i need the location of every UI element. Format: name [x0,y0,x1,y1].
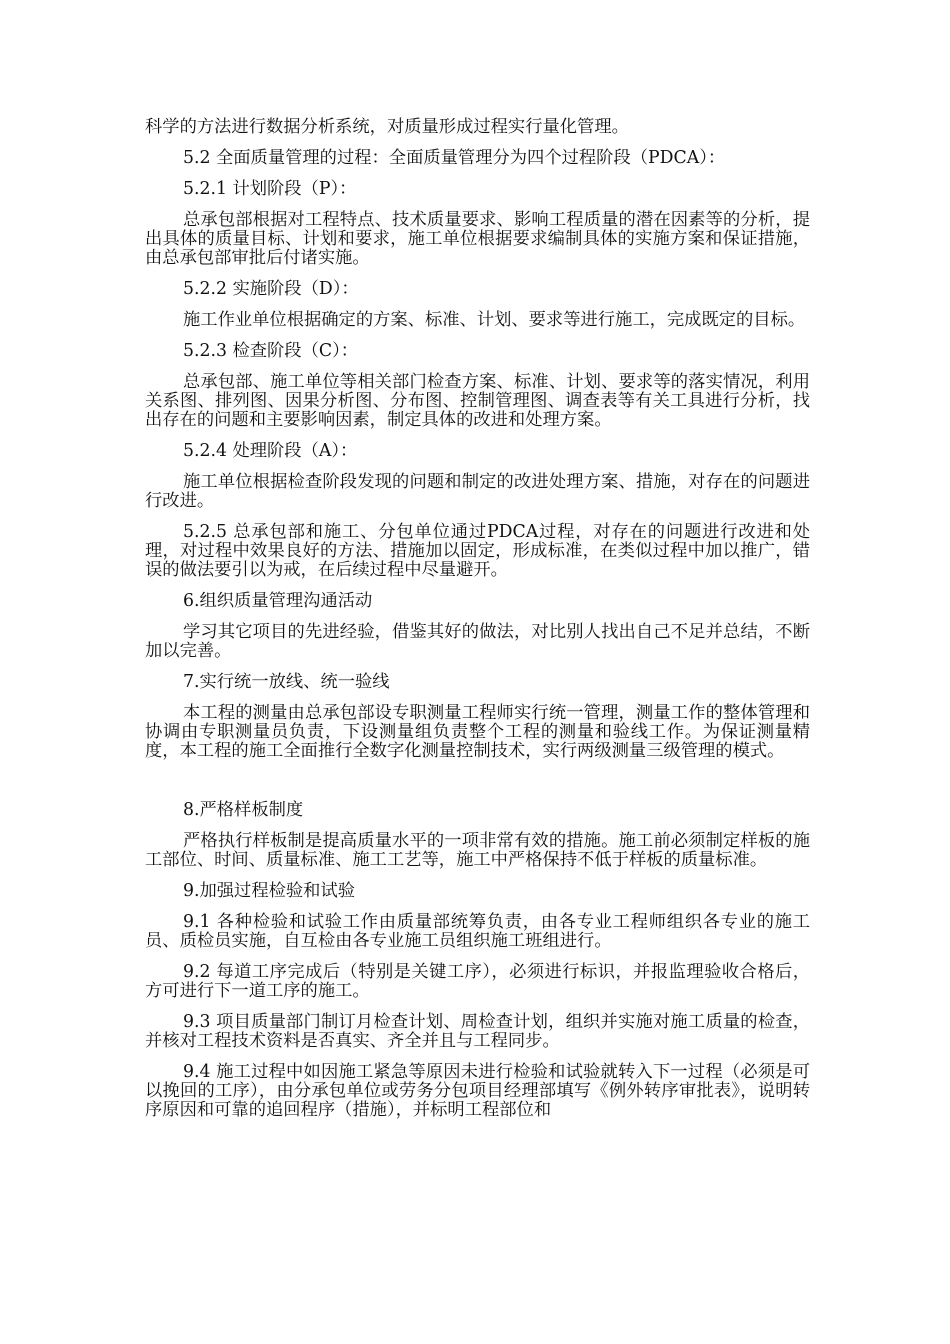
paragraph: 施工作业单位根据确定的方案、标准、计划、要求等进行施工，完成既定的目标。 [183,310,806,330]
paragraph: 9.3 项目质量部门制订月检查计划、周检查计划，组织并实施对施工质量的检查，并核对工程技术资料是否真实、齐全并且与工程同步。 [145,1012,810,1051]
paragraph: 施工单位根据检查阶段发现的问题和制定的改进处理方案、措施，对存在的问题进行改进。 [145,472,810,511]
paragraph: 总承包部根据对工程特点、技术质量要求、影响工程质量的潜在因素等的分析，提出具体的质量目标、计划和要求，施工单位根据要求编制具体的实施方案和保证措施，由总承包部审批后付诸实施。 [145,210,810,268]
section-heading: 5.2.2 实施阶段（D）： [183,279,359,299]
section-heading: 7.实行统一放线、统一验线 [183,672,390,692]
paragraph: 9.2 每道工序完成后（特别是关键工序），必须进行标识，并报监理验收合格后，方可进行下一道工序的施工。 [145,962,810,1001]
section-heading: 5.2.3 检查阶段（C）： [183,341,359,361]
paragraph: 学习其它项目的先进经验，借鉴其好的做法，对比别人找出自己不足并总结，不断加以完善。 [145,622,810,661]
section-heading: 5.2 全面质量管理的过程：全面质量管理分为四个过程阶段（PDCA）： [183,148,726,168]
paragraph: 总承包部、施工单位等相关部门检查方案、标准、计划、要求等的落实情况，利用关系图、排列图、因果分析图、分布图、控制管理图、调查表等有关工具进行分析，找出存在的问题和主要影响因素，制定具体的改进和处理方案。 [145,372,810,430]
paragraph: 5.2.5 总承包部和施工、分包单位通过PDCA过程，对存在的问题进行改进和处理，对过程中效果良好的方法、措施加以固定，形成标准，在类似过程中加以推广，错误的做法要引以为戒，在后续过程中尽量避开。 [145,522,810,580]
paragraph: 本工程的测量由总承包部设专职测量工程师实行统一管理，测量工作的整体管理和协调由专职测量员负责，下设测量组负责整个工程的测量和验线工作。为保证测量精度，本工程的施工全面推行全数字化测量控制技术，实行两级测量三级管理的模式。 [145,703,810,761]
paragraph: 9.1 各种检验和试验工作由质量部统筹负责，由各专业工程师组织各专业的施工员、质检员实施，自互检由各专业施工员组织施工班组进行。 [145,912,810,951]
paragraph: 9.4 施工过程中如因施工紧急等原因未进行检验和试验就转入下一过程（必须是可以挽回的工序），由分承包单位或劳务分包项目经理部填写《例外转序审批表》，说明转序原因和可靠的追回程序（措施），并标明工程部位和 [145,1062,810,1120]
section-heading: 5.2.1 计划阶段（P）： [183,179,357,199]
paragraph: 科学的方法进行数据分析系统，对质量形成过程实行量化管理。 [145,117,629,137]
section-heading: 9.加强过程检验和试验 [183,881,356,901]
paragraph: 严格执行样板制是提高质量水平的一项非常有效的措施。施工前必须制定样板的施工部位、时间、质量标准、施工工艺等，施工中严格保持不低于样板的质量标准。 [145,831,810,870]
section-heading: 6.组织质量管理沟通活动 [183,591,373,611]
section-heading: 5.2.4 处理阶段（A）： [183,441,358,461]
section-heading: 8.严格样板制度 [183,800,304,820]
document-page [145,118,810,1120]
